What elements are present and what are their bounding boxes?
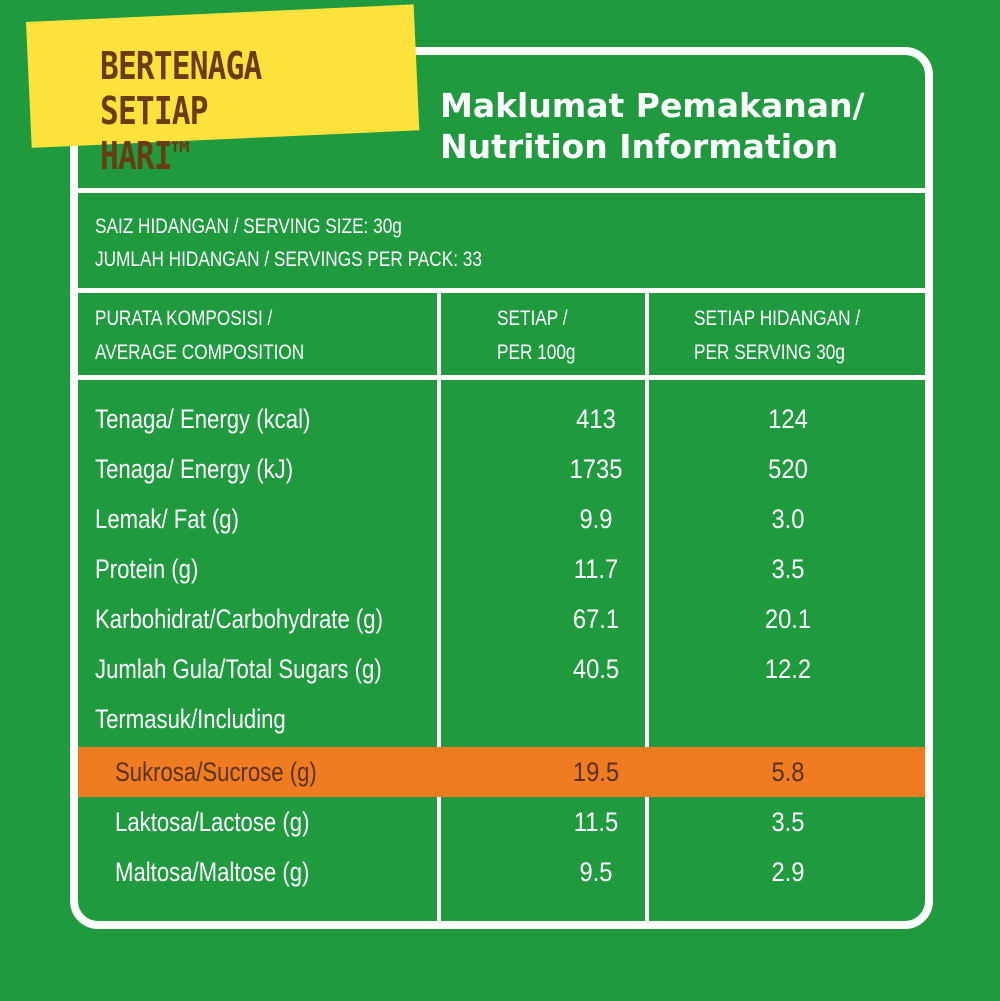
table-row [78,494,925,544]
header-col1-line2: AVERAGE COMPOSITION [95,341,305,364]
row-per-serving: 5.8 [771,757,805,787]
table-row [78,544,925,594]
row-label: Tenaga/ Energy (kcal) [95,404,311,434]
slogan-line-1: BERTENAGA [100,44,262,88]
row-per-serving: 3.0 [771,504,805,534]
header-per-serving [694,302,860,370]
row-per-serving: 520 [768,454,808,484]
slogan-line-2: SETIAP HARI™ [100,89,208,178]
row-per-100g: 413 [576,404,616,434]
divider-header [78,375,925,380]
slogan-text [100,44,297,179]
row-label: Tenaga/ Energy (kJ) [95,454,294,484]
row-per-100g: 40.5 [572,654,620,684]
header-col2-line1: SETIAP / [497,307,568,330]
table-row [78,594,925,644]
row-per-100g: 1735 [569,454,623,484]
row-label: Termasuk/Including [95,704,286,734]
row-per-100g: 9.9 [579,504,613,534]
panel-title [440,85,865,167]
row-per-100g: 11.7 [573,554,619,584]
row-per-serving: 12.2 [764,654,812,684]
row-per-serving: 3.5 [771,807,805,837]
table-row [78,644,925,694]
table-row [78,847,925,897]
row-per-serving: 124 [768,404,808,434]
row-per-100g: 9.5 [579,857,613,887]
table-row [78,797,925,847]
table-row-highlighted [78,747,925,797]
row-per-serving: 2.9 [771,857,805,887]
title-line-1: Maklumat Pemakanan/ [440,86,865,125]
header-col3-line2: PER SERVING 30g [694,341,845,364]
header-col2-line2: PER 100g [497,341,576,364]
divider-serving [78,288,925,293]
divider-title [78,188,925,193]
row-label: Lemak/ Fat (g) [95,504,239,534]
serving-size: SAIZ HIDANGAN / SERVING SIZE: 30g [95,215,402,238]
header-per-100g [497,302,576,370]
row-per-serving: 20.1 [764,604,812,634]
header-average-composition [95,302,304,370]
serving-info [95,210,482,276]
header-col3-line1: SETIAP HIDANGAN / [694,307,861,330]
row-label: Protein (g) [95,554,199,584]
row-label: Jumlah Gula/Total Sugars (g) [95,654,382,684]
row-label: Sukrosa/Sucrose (g) [115,757,317,787]
table-row [78,444,925,494]
row-per-100g: 11.5 [573,807,619,837]
row-label: Karbohidrat/Carbohydrate (g) [95,604,383,634]
row-per-serving: 3.5 [771,554,805,584]
row-label: Laktosa/Lactose (g) [115,807,310,837]
row-per-100g: 19.5 [572,757,620,787]
row-label: Maltosa/Maltose (g) [115,857,310,887]
title-line-2: Nutrition Information [440,127,839,166]
table-row [78,394,925,444]
table-row [78,694,925,744]
row-per-100g: 67.1 [572,604,620,634]
header-col1-line1: PURATA KOMPOSISI / [95,307,273,330]
servings-per-pack: JUMLAH HIDANGAN / SERVINGS PER PACK: 33 [95,248,482,271]
